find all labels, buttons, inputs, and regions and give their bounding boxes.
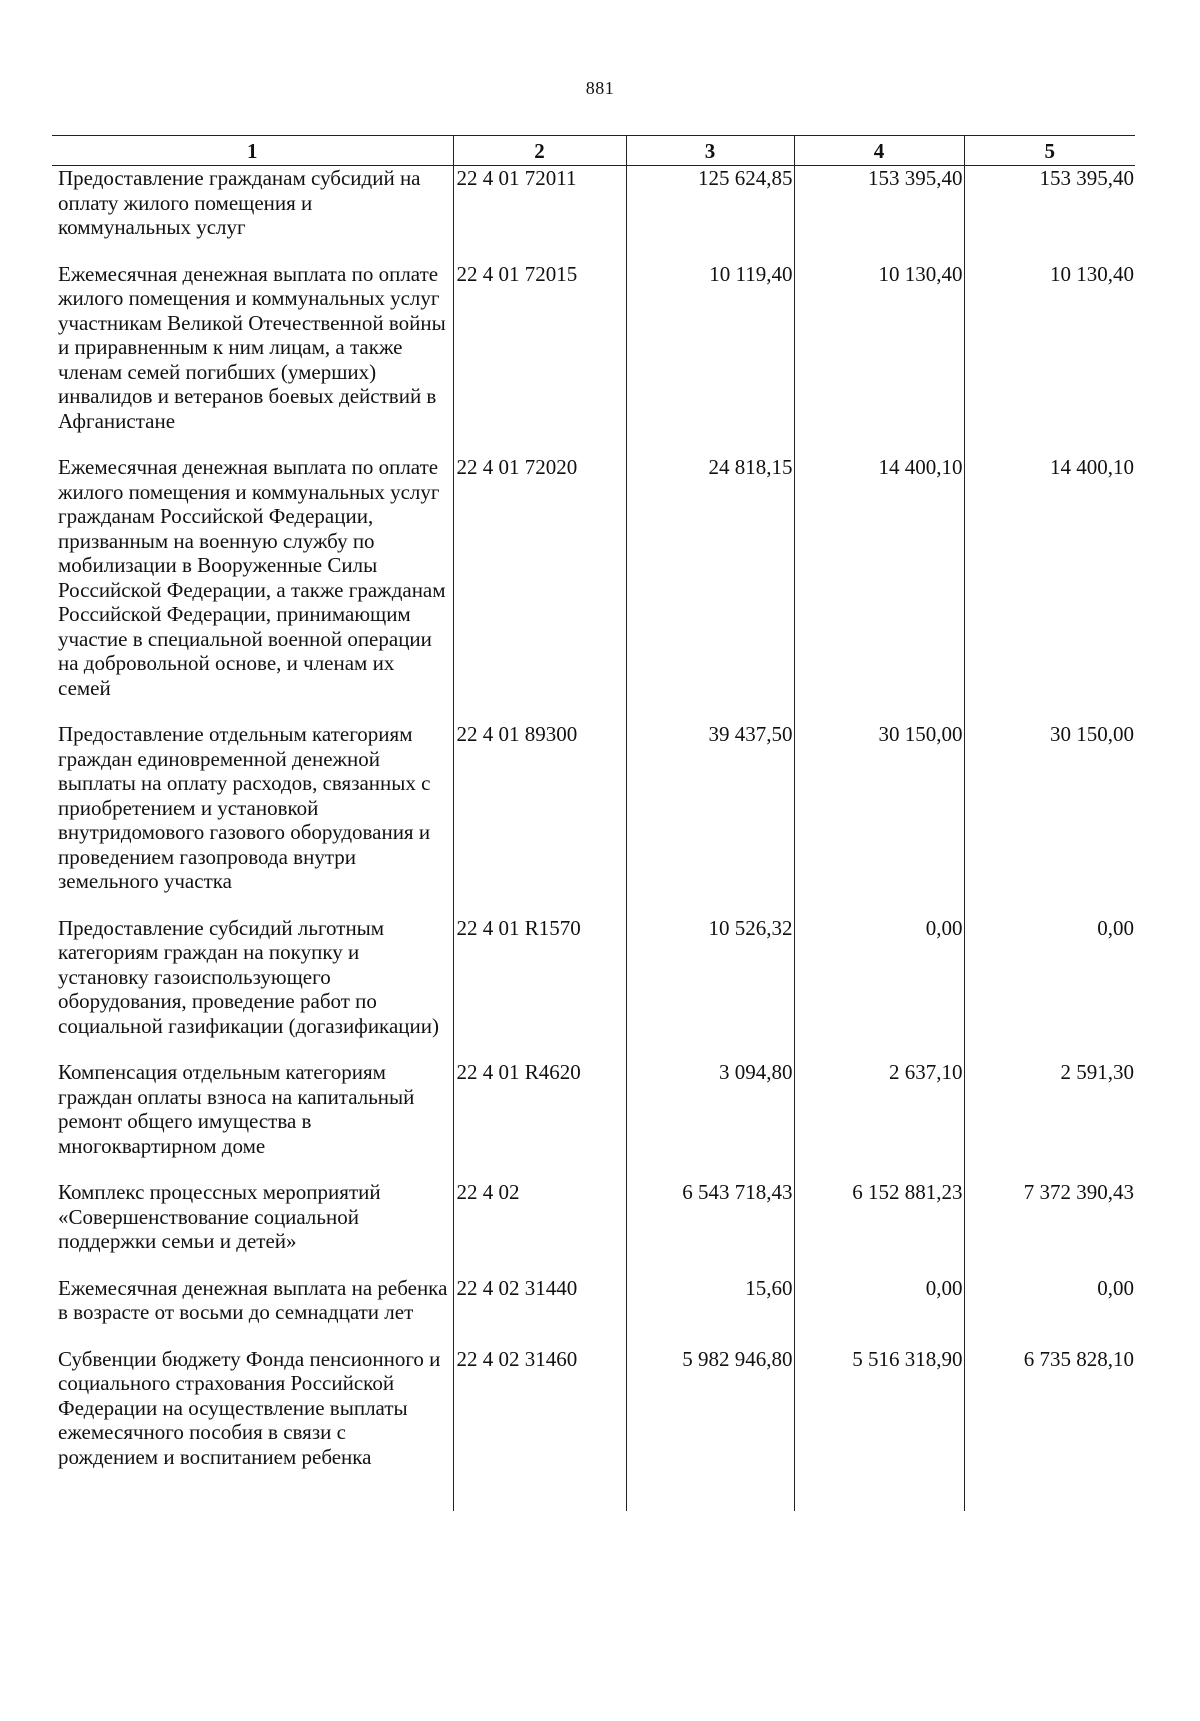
row-name: Субвенции бюджету Фонда пенсионного и социального страхования Российской Федерации на осуществление выплаты ежемесячного пособия в связи с рождением и воспитанием ребенка [58, 1346, 441, 1469]
row-code: 22 4 01 R4620 [453, 1060, 626, 1180]
row-name: Предоставление отдельным категориям граждан единовременной денежной выплаты на оплату расходов, связанных с приобретением и установкой внутридомового газового оборудования и проведением газопровода внутри земельного участка [58, 722, 431, 893]
row-name: Компенсация отдельным категориям граждан оплаты взноса на капитальный ремонт общего имущества в многоквартирном доме [58, 1060, 415, 1158]
row-value-3: 24 818,15 [626, 455, 794, 722]
row-value-5: 2 591,30 [964, 1060, 1135, 1180]
row-value-4: 0,00 [794, 916, 964, 1061]
row-value-4: 5 516 318,90 [794, 1347, 964, 1511]
row-value-4: 153 395,40 [794, 166, 964, 262]
row-value-4: 14 400,10 [794, 455, 964, 722]
row-value-4: 6 152 881,23 [794, 1180, 964, 1276]
row-value-5: 0,00 [964, 916, 1135, 1061]
row-name: Предоставление гражданам субсидий на оплату жилого помещения и коммунальных услуг [58, 166, 421, 239]
row-value-3: 125 624,85 [626, 166, 794, 262]
row-name: Ежемесячная денежная выплата на ребенка в возрасте от восьми до семнадцати лет [58, 1275, 448, 1324]
table-row [52, 916, 1135, 1061]
row-name: Ежемесячная денежная выплата по оплате жилого помещения и коммунальных услуг гражданам Российской Федерации, призванным на военную службу по мобилизации в Вооруженные Силы Российской Федерации, а также гражданам Российской Федерации, принимающим участие в специальной военной операции на добровольной основе, и членам их семей [58, 455, 446, 700]
row-name: Комплекс процессных мероприятий «Совершенствование социальной поддержки семьи и детей» [58, 1180, 381, 1253]
header-col-3: 3 [626, 136, 794, 166]
table-header-row [52, 136, 1135, 166]
budget-table [52, 135, 1135, 1511]
row-value-5: 0,00 [964, 1276, 1135, 1347]
row-code: 22 4 01 89300 [453, 722, 626, 916]
table-row [52, 1180, 1135, 1276]
table-row [52, 166, 1135, 262]
table-row [52, 1276, 1135, 1347]
row-value-3: 5 982 946,80 [626, 1347, 794, 1511]
header-col-1: 1 [52, 136, 453, 166]
row-value-4: 30 150,00 [794, 722, 964, 916]
row-value-4: 0,00 [794, 1276, 964, 1347]
table-row [52, 262, 1135, 456]
table-row [52, 1347, 1135, 1511]
row-value-5: 6 735 828,10 [964, 1347, 1135, 1511]
row-code: 22 4 02 31460 [453, 1347, 626, 1511]
row-value-3: 39 437,50 [626, 722, 794, 916]
header-col-5: 5 [964, 136, 1135, 166]
row-code: 22 4 01 72015 [453, 262, 626, 456]
row-value-5: 14 400,10 [964, 455, 1135, 722]
row-value-3: 10 119,40 [626, 262, 794, 456]
header-col-2: 2 [453, 136, 626, 166]
table-row [52, 1060, 1135, 1180]
row-code: 22 4 02 [453, 1180, 626, 1276]
page-number: 881 [585, 78, 615, 98]
row-code: 22 4 02 31440 [453, 1276, 626, 1347]
row-value-4: 10 130,40 [794, 262, 964, 456]
table-row [52, 455, 1135, 722]
row-value-3: 10 526,32 [626, 916, 794, 1061]
row-code: 22 4 01 R1570 [453, 916, 626, 1061]
row-value-3: 3 094,80 [626, 1060, 794, 1180]
row-value-3: 6 543 718,43 [626, 1180, 794, 1276]
row-value-4: 2 637,10 [794, 1060, 964, 1180]
row-value-5: 153 395,40 [964, 166, 1135, 262]
row-value-5: 10 130,40 [964, 262, 1135, 456]
row-value-3: 15,60 [626, 1276, 794, 1347]
row-value-5: 30 150,00 [964, 722, 1135, 916]
row-code: 22 4 01 72020 [453, 455, 626, 722]
row-name: Ежемесячная денежная выплата по оплате жилого помещения и коммунальных услуг участникам Великой Отечественной войны и приравненным к ним лицам, а также членам семей погибших (умерших) инвалидов и ветеранов боевых действий в Афганистане [58, 261, 446, 433]
row-code: 22 4 01 72011 [453, 166, 626, 262]
row-value-5: 7 372 390,43 [964, 1180, 1135, 1276]
row-name: Предоставление субсидий льготным категориям граждан на покупку и установку газоиспользующего оборудования, проведение работ по социальной газификации (догазификации) [58, 915, 439, 1038]
header-col-4: 4 [794, 136, 964, 166]
table-row [52, 722, 1135, 916]
